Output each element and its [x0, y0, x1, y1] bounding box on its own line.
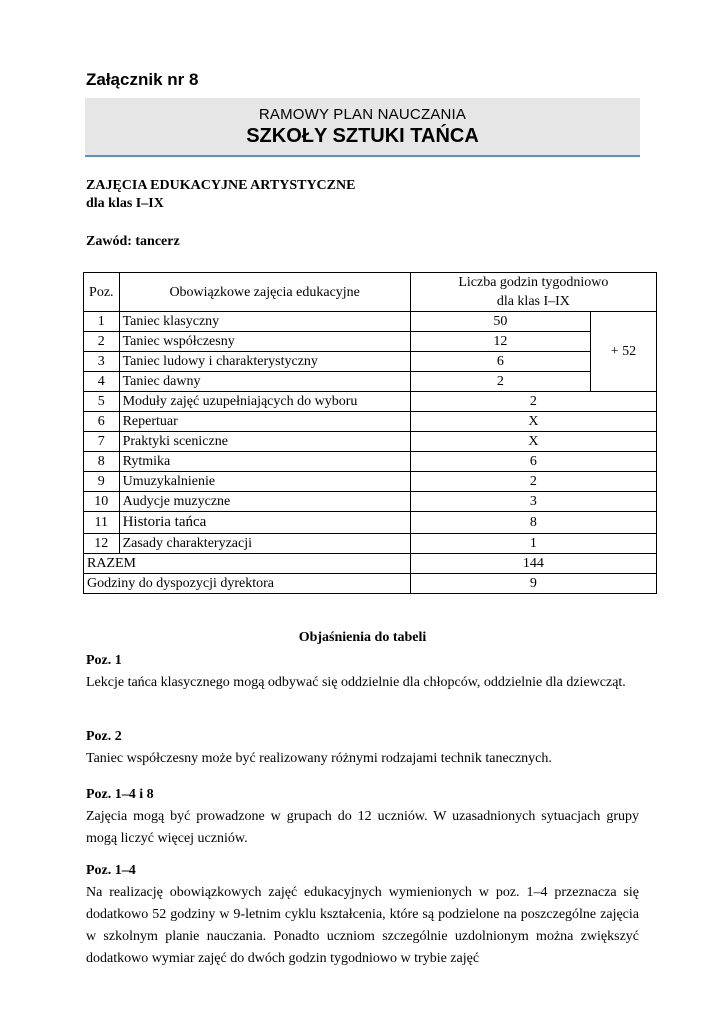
profession-label: Zawód: tancerz: [86, 234, 180, 249]
table-row: [84, 332, 657, 352]
explanation-pos-2: [86, 726, 639, 770]
table-header-row: [84, 273, 657, 312]
classes-label: dla klas I–IX: [86, 196, 164, 211]
row-subject: Historia tańca: [119, 512, 410, 534]
table-row: [84, 534, 657, 554]
header-hours-line1: Liczba godzin tygodniowo: [458, 275, 609, 290]
explanation-text: Lekcje tańca klasycznego mogą odbywać się oddzielnie dla chłopców, oddzielnie dla dziewcząt.: [86, 675, 626, 690]
row-pos: 2: [84, 332, 120, 352]
table-row: [84, 372, 657, 392]
annex-title: Załącznik nr 8: [86, 70, 199, 89]
row-hours: 8: [410, 512, 656, 534]
row-subject: Repertuar: [119, 412, 410, 432]
total-row: [84, 554, 657, 574]
row-hours: 2: [410, 372, 590, 392]
explanation-text: Zajęcia mogą być prowadzone w grupach do 12 uczniów. W uzasadnionych sytuacjach grupy mogą liczyć więcej uczniów.: [86, 809, 639, 846]
row-hours: 2: [410, 472, 656, 492]
explanation-heading: Poz. 2: [86, 729, 122, 744]
title-line-2: SZKOŁY SZTUKI TAŃCA: [246, 125, 479, 147]
table-row: [84, 352, 657, 372]
explanations-title: Objaśnienia do tabeli: [298, 630, 427, 645]
table-row: [84, 392, 657, 412]
curriculum-table: [83, 272, 657, 594]
row-hours: 2: [410, 392, 656, 412]
row-pos: 11: [84, 512, 120, 534]
explanation-text: Taniec współczesny może być realizowany różnymi rodzajami technik tanecznych.: [86, 751, 552, 766]
row-subject: Taniec ludowy i charakterystyczny: [119, 352, 410, 372]
row-pos: 4: [84, 372, 120, 392]
row-pos: 5: [84, 392, 120, 412]
director-label: Godziny do dyspozycji dyrektora: [84, 574, 411, 594]
title-box: [85, 98, 640, 157]
row-subject: Taniec współczesny: [119, 332, 410, 352]
row-subject: Rytmika: [119, 452, 410, 472]
explanation-pos-1-4-8: [86, 784, 639, 850]
row-pos: 6: [84, 412, 120, 432]
table-row: [84, 472, 657, 492]
row-hours: X: [410, 412, 656, 432]
row-pos: 1: [84, 312, 120, 332]
row-subject: Audycje muzyczne: [119, 492, 410, 512]
row-pos: 10: [84, 492, 120, 512]
row-subject: Praktyki sceniczne: [119, 432, 410, 452]
row-pos: 9: [84, 472, 120, 492]
row-hours: 1: [410, 534, 656, 554]
table-row: [84, 432, 657, 452]
table-row: [84, 512, 657, 534]
extra-hours-cell: + 52: [590, 312, 656, 392]
row-hours: 12: [410, 332, 590, 352]
row-subject: Umuzykalnienie: [119, 472, 410, 492]
director-value: 9: [410, 574, 656, 594]
total-label: RAZEM: [84, 554, 411, 574]
header-hours: [410, 273, 656, 312]
explanation-text: Na realizację obowiązkowych zajęć edukacyjnych wymienionych w poz. 1–4 przeznacza się dodatkowo 52 godziny w 9-letnim cyklu kształcenia, które są podzielone na poszczególne zajęcia w szkolnym planie nauczania. Ponadto uczniom szczególnie uzdolnionym można zwiększyć dodatkowo wymiar zajęć do dwóch godzin tygodniowo w trybie zajęć: [86, 885, 639, 966]
explanation-pos-1: [86, 650, 639, 694]
title-line-1: RAMOWY PLAN NAUCZANIA: [258, 106, 467, 123]
table-row: [84, 312, 657, 332]
row-hours: 6: [410, 352, 590, 372]
row-hours: 50: [410, 312, 590, 332]
row-subject: Zasady charakteryzacji: [119, 534, 410, 554]
row-subject: Taniec dawny: [119, 372, 410, 392]
section-title: ZAJĘCIA EDUKACYJNE ARTYSTYCZNE: [86, 178, 356, 193]
header-pos: Poz.: [84, 273, 120, 312]
explanation-pos-1-4: [86, 860, 639, 970]
row-subject: Moduły zajęć uzupełniających do wyboru: [119, 392, 410, 412]
explanation-heading: Poz. 1–4 i 8: [86, 787, 154, 802]
header-subject: Obowiązkowe zajęcia edukacyjne: [119, 273, 410, 312]
header-hours-line2: dla klas I–IX: [496, 294, 570, 309]
row-pos: 12: [84, 534, 120, 554]
table-row: [84, 412, 657, 432]
total-value: 144: [410, 554, 656, 574]
row-pos: 7: [84, 432, 120, 452]
row-pos: 8: [84, 452, 120, 472]
explanation-heading: Poz. 1: [86, 653, 122, 668]
row-hours: 6: [410, 452, 656, 472]
row-pos: 3: [84, 352, 120, 372]
table-row: [84, 452, 657, 472]
explanation-heading: Poz. 1–4: [86, 863, 136, 878]
row-subject: Taniec klasyczny: [119, 312, 410, 332]
table-row: [84, 492, 657, 512]
row-hours: 3: [410, 492, 656, 512]
director-row: [84, 574, 657, 594]
row-hours: X: [410, 432, 656, 452]
